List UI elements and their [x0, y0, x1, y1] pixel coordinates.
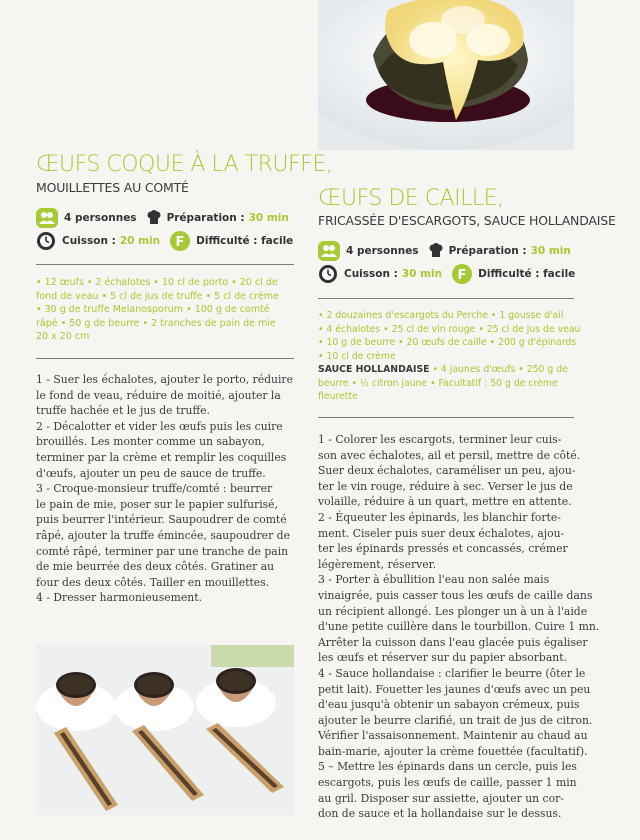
right-divider-top	[318, 298, 574, 299]
people-icon	[318, 241, 340, 261]
right-ingredients	[318, 309, 580, 404]
svg-text:F: F	[175, 235, 185, 250]
step-line: 3 - Croque-monsieur truffe/comté : beurrer	[36, 482, 273, 496]
step-line: escargots, puis les œufs de caille, passer 1 min	[318, 776, 577, 790]
svg-text:F: F	[457, 268, 467, 283]
step-line: don de sauce et la hollandaise sur le dessus.	[318, 807, 562, 821]
step-line: 3 - Porter à ébullition l'eau non salée mais	[318, 573, 550, 587]
step-line: 1 - Colorer les escargots, terminer leur cuis-	[318, 433, 562, 446]
left-difficulty: Difficulté : facile	[196, 235, 294, 247]
ingredient-line: • 12 œufs • 2 échalotes • 10 cl de porto • 20 cl de	[36, 277, 278, 288]
right-difficulty: Difficulté : facile	[478, 268, 576, 280]
ingredient-line: beurre • ½ citron jaune • Facultatif : 50 g de crème	[318, 377, 558, 389]
sauce-line	[318, 363, 580, 377]
step-line: d'une petite cuillère dans le tourbillon. Cuire 1 mn.	[318, 620, 600, 634]
step-line: 2 - Équeuter les épinards, les blanchir forte-	[318, 510, 561, 524]
step-line: 4 - Sauce hollandaise : clarifier le beurre (ôter le	[318, 666, 586, 680]
right-cook-value: 30 min	[401, 268, 443, 280]
step-line: Vérifier l'assaisonnement. Maintenir au chaud au	[318, 729, 588, 743]
step-line: ter le vin rouge, réduire à sec. Verser le jus de	[318, 479, 573, 493]
step-line: râpé, ajouter la truffe émincée, saupoudrer de	[36, 528, 290, 542]
right-steps	[318, 432, 599, 822]
ingredient-line: râpé • 50 g de beurre • 2 tranches de pain de mie	[36, 317, 276, 329]
step-line: légèrement, réserver.	[318, 557, 437, 571]
step-line: vinaigrée, puis casser tous les œufs de caille dans	[318, 588, 593, 602]
step-line: 1 - Suer les échalotes, ajouter le porto, réduire	[36, 373, 293, 386]
ingredient-line: • 4 échalotes • 25 cl de vin rouge • 25 cl de jus de veau	[318, 323, 581, 335]
sauce-label: SAUCE HOLLANDAISE	[318, 364, 430, 375]
right-recipe-title: ŒUFS DE CAILLE,	[318, 186, 504, 211]
step-line: d'eau jusqu'à obtenir un sabayon crémeux, puis	[318, 698, 580, 712]
right-persons: 4 personnes	[346, 245, 419, 257]
step-line: ajouter le beurre clarifié, un trait de jus de citron.	[318, 713, 593, 727]
step-line: petit lait). Fouetter les jaunes d'œufs avec un peu	[318, 682, 591, 696]
step-line: Suer deux échalotes, caraméliser un peu, ajou-	[318, 464, 576, 478]
step-line: four des deux côtés. Tailler en mouillettes.	[36, 575, 270, 589]
right-prep-value: 30 min	[530, 245, 571, 257]
right-divider-bottom	[318, 417, 574, 418]
step-line: 5 – Mettre les épinards dans un cercle, puis les	[318, 760, 577, 774]
left-cook-value: 20 min	[119, 235, 161, 247]
left-cook-label: Cuisson :	[62, 235, 116, 247]
left-prep-value: 30 min	[248, 212, 289, 224]
dish-photo-eggs-soldiers	[36, 645, 294, 815]
step-line: brouillés. Les monter comme un sabayon,	[36, 435, 265, 449]
ingredient-line: • 10 g de beurre • 20 œufs de caille • 200 g d'épinards	[318, 337, 577, 348]
sauce-ingredients: • 4 jaunes d'œufs • 250 g de	[429, 364, 568, 375]
ingredient-line: • 10 cl de crème	[318, 350, 396, 362]
left-meta-row-1	[36, 208, 289, 228]
step-line: le fond de veau, réduire de moitié, ajouter la	[36, 388, 281, 402]
step-line: comté râpé, terminer par une tranche de pain	[36, 544, 289, 558]
left-recipe-subtitle: MOUILLETTES AU COMTÉ	[36, 180, 189, 195]
timer-icon	[318, 264, 338, 284]
chef-hat-icon	[147, 210, 161, 226]
step-line: puis beurrer l'intérieur. Saupoudrer de comté	[36, 513, 287, 527]
step-line: de mie beurrée des deux côtés. Gratiner au	[36, 560, 275, 574]
right-prep-label: Préparation :	[448, 245, 527, 257]
step-line: truffe hachée et le jus de truffe.	[36, 404, 210, 418]
step-line: ment. Ciseler puis suer deux échalotes, ajou-	[318, 526, 565, 540]
step-line: Arrêter la cuisson dans l'eau glacée puis égaliser	[318, 635, 588, 649]
step-line: ter les épinards pressés et concassés, crémer	[318, 542, 568, 556]
right-meta-row-1	[318, 241, 571, 261]
ingredient-line: • 2 douzaines d'escargots du Perche • 1 gousse d'ail	[318, 310, 564, 321]
right-meta-row-2	[318, 264, 575, 284]
left-prep-label: Préparation :	[166, 212, 245, 224]
ingredient-line: fond de veau • 5 cl de jus de truffe • 5 cl de crème	[36, 290, 279, 302]
difficulty-icon	[452, 264, 472, 284]
step-line: son avec échalotes, ail et persil, mettre de côté.	[318, 448, 581, 462]
step-line: d'œufs, ajouter un peu de sauce de truffe.	[36, 466, 266, 480]
ingredient-line: fleurette	[318, 391, 358, 402]
chef-hat-icon	[429, 243, 443, 259]
left-divider-top	[36, 264, 294, 265]
step-line: 2 - Décalotter et vider les œufs puis les cuire	[36, 419, 283, 433]
dish-photo-quail-eggs	[318, 0, 574, 150]
left-persons: 4 personnes	[64, 212, 137, 224]
people-icon	[36, 208, 58, 228]
step-line: terminer par la crème et remplir les coquilles	[36, 450, 287, 464]
left-ingredients	[36, 276, 279, 344]
left-recipe-title: ŒUFS COQUE À LA TRUFFE,	[36, 152, 333, 177]
timer-icon	[36, 231, 56, 251]
step-line: volaille, réduire à un quart, mettre en attente.	[318, 495, 572, 509]
step-line: 4 - Dresser harmonieusement.	[36, 591, 202, 605]
right-recipe-subtitle: FRICASSÉE D'ESCARGOTS, SAUCE HOLLANDAISE	[318, 213, 616, 228]
ingredient-line: 20 x 20 cm	[36, 331, 90, 342]
right-cook-label: Cuisson :	[344, 268, 398, 280]
difficulty-icon	[170, 231, 190, 251]
left-steps	[36, 372, 293, 606]
left-meta-row-2	[36, 231, 293, 251]
step-line: le pain de mie, poser sur le papier sulfurisé,	[36, 497, 279, 511]
step-line: un récipient allongé. Les plonger un à un à l'aide	[318, 604, 588, 618]
left-divider-bottom	[36, 358, 294, 359]
step-line: au gril. Disposer sur assiette, ajouter un cor-	[318, 791, 564, 805]
step-line: les œufs et réserver sur du papier absorbant.	[318, 651, 568, 665]
ingredient-line: • 30 g de truffe Melanosporum • 100 g de comté	[36, 304, 270, 315]
step-line: bain-marie, ajouter la crème fouettée (facultatif).	[318, 744, 588, 758]
